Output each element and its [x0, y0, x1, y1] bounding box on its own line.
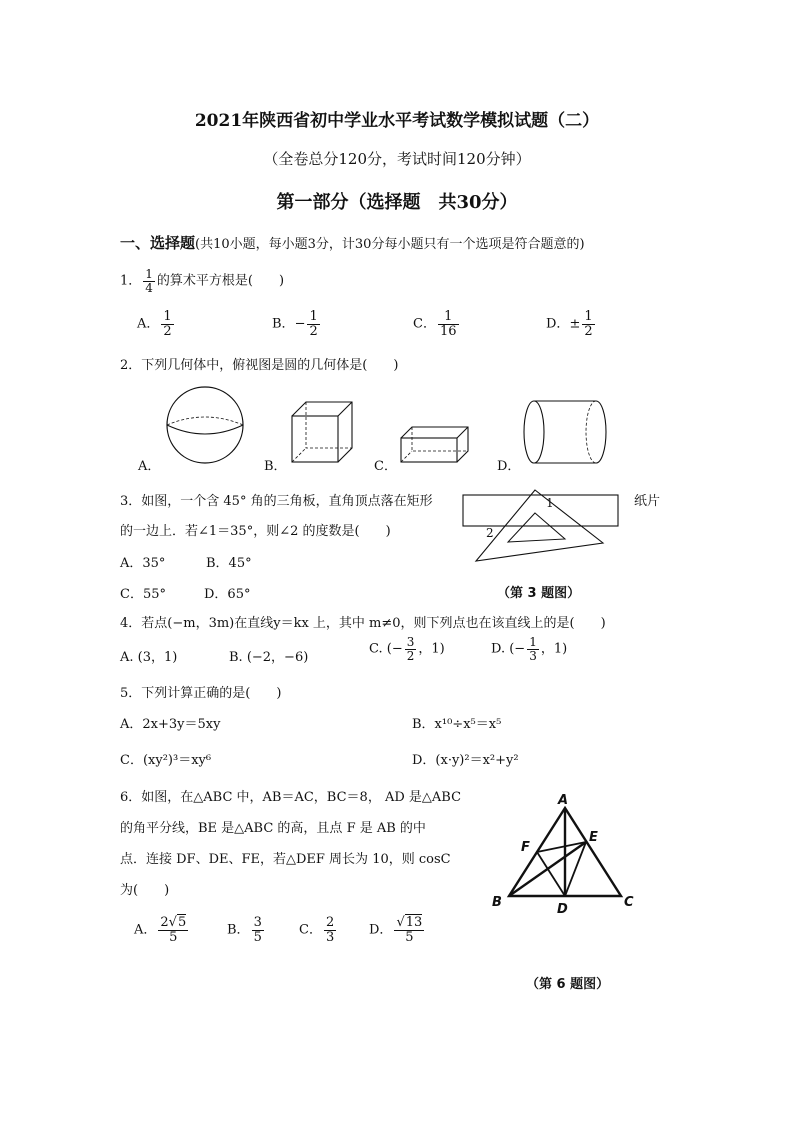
- page-subtitle: （全卷总分120分，考试时间120分钟）: [263, 150, 531, 168]
- q1-c-fraction: [438, 310, 459, 338]
- opt-prefix: D. (−: [491, 641, 526, 657]
- q1-option-a: [137, 310, 176, 338]
- question-1-stem: [120, 268, 284, 294]
- q2-option-a: A．: [138, 459, 161, 474]
- frac-den: 2: [584, 323, 593, 339]
- section-desc: (共10小题，每小题3分，计30分每小题只有一个选项是符合题意的): [195, 237, 585, 252]
- question-6-line3: 点．连接 DF、DE、FE，若△DEF 周长为 10，则 cosC: [120, 852, 451, 867]
- label-d: D: [557, 902, 568, 917]
- cube-hidden-edge: [292, 448, 306, 462]
- question-6-line2: 的角平分线，BE 是△ABC 的高，且点 F 是 AB 的中: [120, 821, 426, 836]
- q6-option-b: [227, 916, 266, 944]
- option-label: B．: [227, 922, 250, 938]
- q5-option-a: A．2x+3y＝5xy: [120, 717, 221, 732]
- question-6-line4: 为( ): [120, 883, 170, 898]
- q2-option-d: D．: [497, 459, 521, 474]
- label-a: A: [558, 793, 569, 808]
- frac-num: 2: [325, 915, 335, 930]
- part-heading: 第一部分（选择题 共30分）: [276, 192, 518, 213]
- q5-option-d: D．(x·y)²＝x²+y²: [412, 753, 519, 768]
- frac-num: 3: [253, 915, 262, 930]
- section-heading: [120, 232, 585, 253]
- opt-suffix: ，1): [418, 641, 445, 657]
- q4-d-fraction: [527, 636, 539, 662]
- q3-option-a: A．35°: [120, 556, 166, 571]
- q1-number: 1．: [120, 273, 142, 289]
- frac-den: 5: [253, 929, 262, 945]
- label-b: B: [492, 895, 502, 910]
- cuboid-figure: [398, 422, 473, 467]
- sphere-equator-back: [167, 417, 243, 425]
- cuboid-edge: [457, 427, 468, 438]
- option-label: C．: [299, 922, 322, 938]
- question-3-line1-end: 纸片: [634, 494, 661, 509]
- q3-angle2-label: 2: [486, 526, 494, 540]
- set-square-inner: [508, 513, 565, 542]
- q5-option-b: B．x¹⁰÷x⁵＝x⁵: [412, 717, 502, 732]
- q3-option-c: C．55°: [120, 587, 166, 602]
- frac-den: 2: [163, 323, 172, 339]
- q2-option-c: C．: [374, 459, 397, 474]
- question-4-stem: 4．若点(−m，3m)在直线y＝kx 上，其中 m≠0，则下列点也在该直线上的是( ): [120, 616, 606, 631]
- cuboid-hidden-edge: [401, 451, 412, 462]
- q6-figure: [490, 790, 640, 920]
- q3-option-b: B．45°: [206, 556, 252, 571]
- option-label: D．: [546, 316, 570, 332]
- sign: −: [294, 316, 306, 332]
- radicand: 13: [405, 915, 423, 930]
- q6-a-fraction: [158, 916, 188, 944]
- q6-option-d: [369, 916, 426, 944]
- question-3-line1: 3．如图，一个含 45° 角的三角板，直角顶点落在矩形: [120, 494, 433, 509]
- q6-d-fraction: [394, 916, 424, 944]
- question-3-line2: 的一边上．若∠1＝35°，则∠2 的度数是( ): [120, 524, 391, 539]
- cuboid-back-edges: [401, 427, 468, 462]
- q1-frac-num: 1: [145, 267, 153, 281]
- question-2-stem: 2．下列几何体中，俯视图是圆的几何体是( ): [120, 358, 399, 373]
- frac-num: √13: [396, 915, 423, 930]
- frac-num: 1: [438, 310, 459, 325]
- q3-caption: （第 3 题图）: [497, 586, 581, 601]
- q4-option-d: [491, 636, 567, 662]
- q5-option-c: C．(xy²)³＝xy⁶: [120, 753, 212, 768]
- q6-option-a: [134, 916, 190, 944]
- q1-a-fraction: [161, 310, 173, 338]
- q6-caption: （第 6 题图）: [526, 977, 610, 992]
- q4-option-a: A. (3，1): [120, 650, 178, 665]
- paper-rectangle: [463, 495, 618, 526]
- frac-den: 3: [529, 648, 537, 663]
- q1-b-fraction: [307, 310, 319, 338]
- question-5-stem: 5．下列计算正确的是( ): [120, 686, 282, 701]
- sphere-outline: [167, 387, 243, 463]
- frac-num: 2√5: [160, 915, 187, 930]
- q6-b-fraction: [252, 916, 264, 944]
- cuboid-front: [401, 438, 457, 462]
- opt-prefix: C. (−: [369, 641, 403, 657]
- option-label: A．: [134, 922, 157, 938]
- frac-num: 1: [529, 635, 537, 649]
- q1-option-c: [413, 310, 461, 338]
- option-label: B．: [272, 316, 295, 332]
- frac-den: 3: [325, 929, 335, 945]
- cube-front: [292, 416, 338, 462]
- q1-fraction: [143, 268, 155, 294]
- q4-option-b: B. (−2，−6): [229, 650, 309, 665]
- q4-option-c: [369, 636, 445, 662]
- label-e: E: [589, 830, 598, 845]
- opt-suffix: ，1): [540, 641, 568, 657]
- frac-den: 2: [309, 323, 318, 339]
- option-label: D．: [369, 922, 393, 938]
- radicand: 5: [177, 915, 187, 930]
- label-f: F: [521, 840, 530, 855]
- question-6-line1: 6．如图，在△ABC 中，AB＝AC，BC＝8， AD 是△ABC: [120, 790, 462, 805]
- q3-figure: [460, 490, 620, 570]
- cube-figure: [288, 398, 358, 468]
- sign: ±: [569, 316, 581, 332]
- q1-option-d: [546, 310, 597, 338]
- sphere-figure: [160, 385, 260, 470]
- q2-option-b: B．: [264, 459, 287, 474]
- cylinder-left-end: [524, 401, 544, 463]
- option-label: A．: [137, 316, 160, 332]
- cuboid-hidden-edges: [412, 427, 468, 451]
- q6-option-c: [299, 916, 338, 944]
- q3-option-d: D．65°: [204, 587, 251, 602]
- q1-text: 的算术平方根是( ): [156, 273, 285, 289]
- sphere-equator-front: [167, 425, 243, 434]
- q1-option-b: [272, 310, 322, 338]
- q1-frac-den: 4: [145, 280, 153, 295]
- page-title: 2021年陕西省初中学业水平考试数学模拟试题（二）: [194, 111, 600, 131]
- q1-d-fraction: [582, 310, 594, 338]
- q6-c-fraction: [324, 916, 336, 944]
- cylinder-figure: [520, 398, 610, 468]
- frac-den: 5: [405, 929, 414, 945]
- frac-num: 3: [406, 635, 415, 649]
- section-label: 一、选择题: [120, 234, 196, 252]
- frac-den: 5: [169, 929, 178, 945]
- frac-den: 16: [439, 323, 457, 339]
- label-c: C: [624, 895, 634, 910]
- cylinder-right-front: [596, 401, 606, 463]
- frac-num: 1: [163, 309, 172, 324]
- frac-num: 1: [309, 309, 318, 324]
- coef: 2: [160, 915, 169, 930]
- option-label: C．: [413, 316, 436, 332]
- frac-den: 2: [406, 648, 415, 663]
- q4-c-fraction: [405, 636, 417, 662]
- cube-edge: [338, 402, 352, 416]
- cylinder-right-hidden: [586, 401, 596, 463]
- frac-num: 1: [584, 309, 593, 324]
- q3-angle1-label: 1: [546, 496, 554, 510]
